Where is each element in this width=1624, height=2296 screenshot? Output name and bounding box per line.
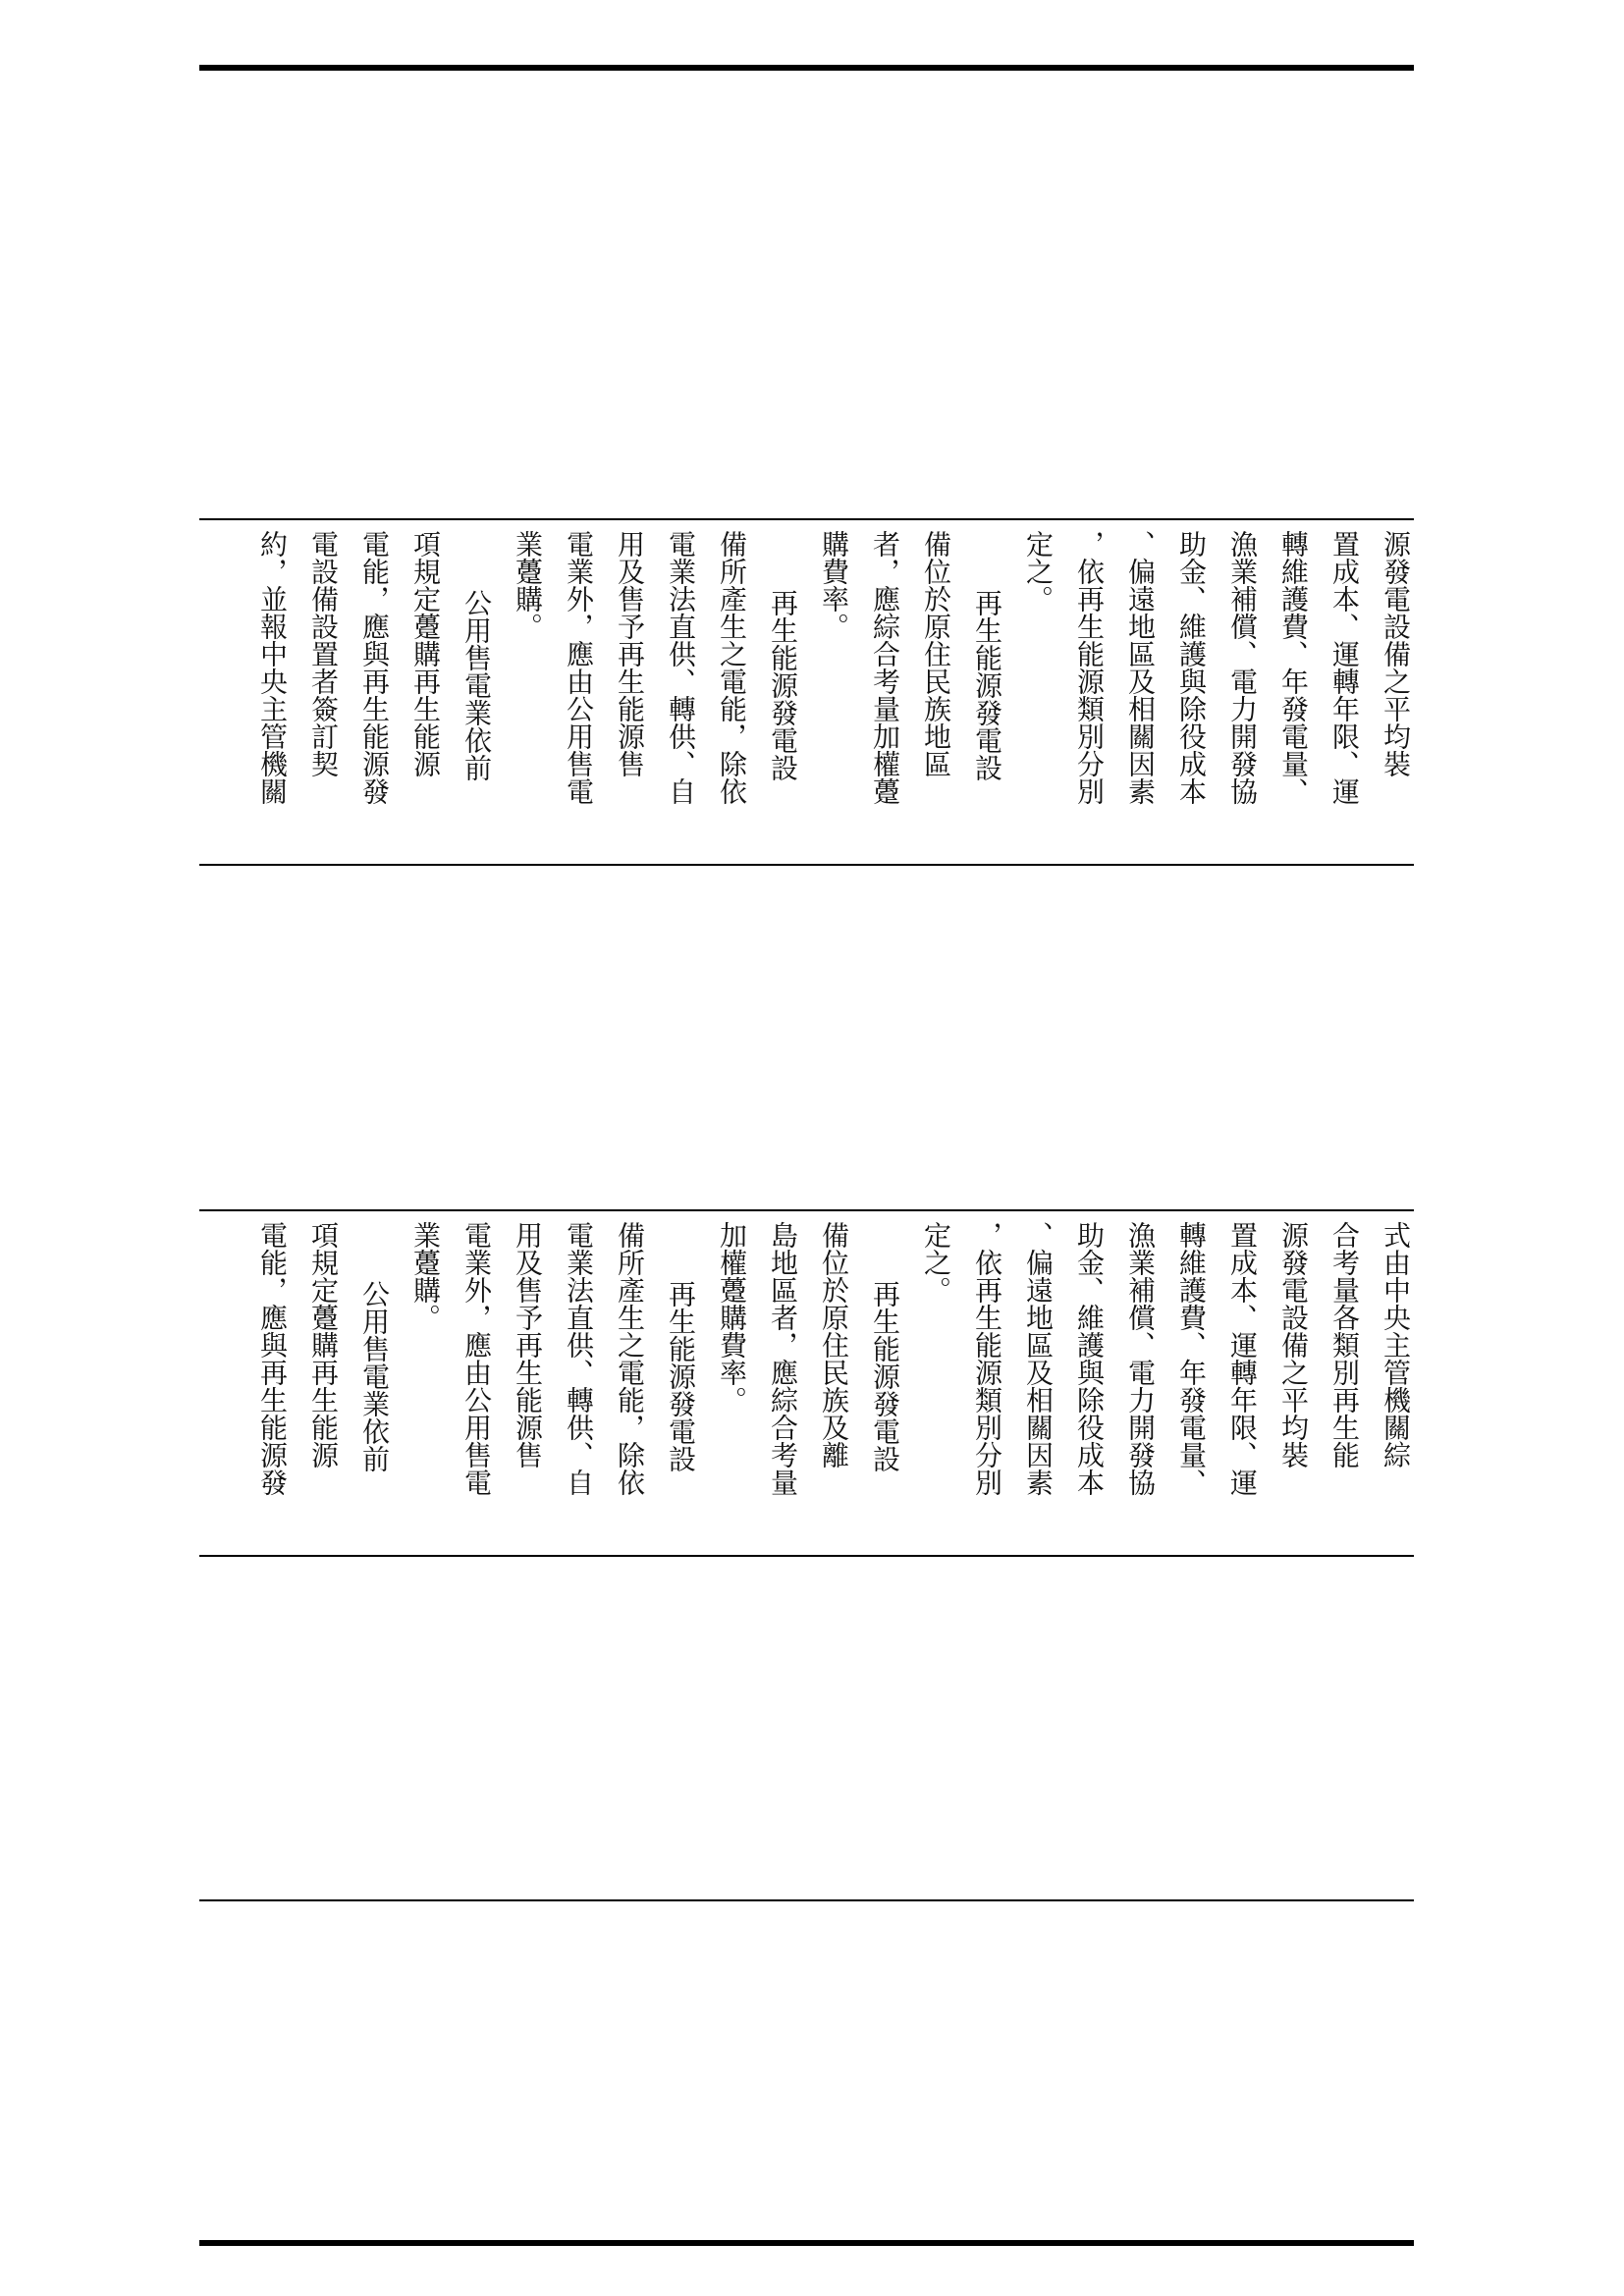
column-text: 再生能源發電設 xyxy=(767,589,799,781)
text-column xyxy=(236,530,287,805)
text-column xyxy=(848,530,899,805)
lower-section-bottom-rule xyxy=(199,1555,1414,1557)
text-column xyxy=(644,1221,695,1472)
lower-text-block xyxy=(199,1221,1414,1545)
text-column xyxy=(950,530,1001,781)
column-text: 者，應綜合考量加權躉 xyxy=(869,530,901,805)
column-text: 業躉購。 xyxy=(512,530,544,640)
column-text: 備所產生之電能，除依 xyxy=(716,530,748,805)
text-column xyxy=(695,530,746,805)
text-column xyxy=(542,1221,593,1496)
text-column xyxy=(440,530,491,781)
text-column xyxy=(1206,530,1257,805)
column-text: 漁業補償、電力開發協 xyxy=(1226,530,1259,805)
bottom-border-rule xyxy=(199,2240,1414,2246)
column-text: 合考量各類別再生能 xyxy=(1328,1221,1361,1468)
upper-section-bottom-rule xyxy=(199,864,1414,866)
text-column xyxy=(1359,530,1410,777)
column-text: 電能，應與再生能源發 xyxy=(256,1221,289,1496)
column-text: 項規定躉購再生能源 xyxy=(409,530,442,777)
text-column xyxy=(389,1221,440,1331)
column-text: 漁業補償、電力開發協 xyxy=(1124,1221,1157,1496)
column-text: 、偏遠地區及相關因素 xyxy=(1022,1221,1055,1496)
text-column xyxy=(389,530,440,777)
column-text: 轉維護費、年發電量、 xyxy=(1175,1221,1208,1496)
column-text: 助金、維護與除役成本 xyxy=(1175,530,1208,805)
column-text: 置成本、運轉年限、運 xyxy=(1328,530,1361,805)
column-text: 業躉購。 xyxy=(409,1221,442,1331)
text-column xyxy=(440,1221,491,1496)
text-column xyxy=(1053,1221,1104,1496)
text-column xyxy=(899,1221,950,1304)
column-text: 助金、維護與除役成本 xyxy=(1073,1221,1106,1496)
column-text: 公用售電業依前 xyxy=(460,589,493,781)
column-text: 購費率。 xyxy=(818,530,850,640)
text-column xyxy=(1257,1221,1308,1468)
column-text: 置成本、運轉年限、運 xyxy=(1226,1221,1259,1496)
lower-section-top-rule xyxy=(199,1209,1414,1211)
text-column xyxy=(1053,530,1104,805)
text-column xyxy=(1359,1221,1410,1468)
text-column xyxy=(695,1221,746,1414)
text-column xyxy=(746,1221,797,1496)
text-column xyxy=(1001,530,1053,613)
column-text: 電業法直供、轉供、自 xyxy=(665,530,697,805)
column-text: 電設備設置者簽訂契 xyxy=(307,530,340,777)
text-column xyxy=(1308,530,1359,805)
text-column xyxy=(491,530,542,640)
column-text: 再生能源發電設 xyxy=(971,589,1003,781)
text-column xyxy=(797,1221,848,1468)
column-text: 源發電設備之平均裝 xyxy=(1380,530,1412,777)
table-bottom-rule xyxy=(199,1899,1414,1901)
text-column xyxy=(236,1221,287,1496)
column-text: 用及售予再生能源售 xyxy=(512,1221,544,1468)
text-column xyxy=(287,530,338,777)
column-text: ，依再生能源類別分別 xyxy=(971,1221,1003,1496)
column-text: 定之。 xyxy=(920,1221,952,1304)
column-text: 電能，應與再生能源發 xyxy=(358,530,391,805)
top-border-rule xyxy=(199,65,1414,71)
column-text: 島地區者，應綜合考量 xyxy=(767,1221,799,1496)
column-text: 備位於原住民族地區 xyxy=(920,530,952,777)
text-column xyxy=(338,1221,389,1472)
column-text: 再生能源發電設 xyxy=(665,1280,697,1472)
text-column xyxy=(593,1221,644,1496)
column-text: 備所產生之電能，除依 xyxy=(614,1221,646,1496)
column-text: 電業法直供、轉供、自 xyxy=(563,1221,595,1496)
column-text: 源發電設備之平均裝 xyxy=(1277,1221,1310,1468)
text-column xyxy=(491,1221,542,1468)
text-column xyxy=(1155,530,1206,805)
column-text: 項規定躉購再生能源 xyxy=(307,1221,340,1468)
text-column xyxy=(1155,1221,1206,1496)
text-column xyxy=(1104,1221,1155,1496)
column-text: 再生能源發電設 xyxy=(869,1280,901,1472)
column-text: ，依再生能源類別分別 xyxy=(1073,530,1106,805)
upper-section-top-rule xyxy=(199,518,1414,520)
text-column xyxy=(1104,530,1155,805)
text-column xyxy=(1308,1221,1359,1468)
text-column xyxy=(899,530,950,777)
text-column xyxy=(593,530,644,777)
text-column xyxy=(746,530,797,781)
column-text: 用及售予再生能源售 xyxy=(614,530,646,777)
text-column xyxy=(1257,530,1308,805)
text-column xyxy=(644,530,695,805)
column-text: 公用售電業依前 xyxy=(358,1280,391,1472)
upper-text-block xyxy=(199,530,1414,854)
column-text: 定之。 xyxy=(1022,530,1055,613)
column-text: 電業外，應由公用售電 xyxy=(460,1221,493,1496)
text-column xyxy=(950,1221,1001,1496)
column-text: 加權躉購費率。 xyxy=(716,1221,748,1414)
column-text: 式由中央主管機關綜 xyxy=(1380,1221,1412,1468)
text-column xyxy=(797,530,848,640)
text-column xyxy=(338,530,389,805)
column-text: 備位於原住民族及離 xyxy=(818,1221,850,1468)
text-column xyxy=(287,1221,338,1468)
column-text: 電業外，應由公用售電 xyxy=(563,530,595,805)
text-column xyxy=(542,530,593,805)
text-column xyxy=(1206,1221,1257,1496)
column-text: 約，並報中央主管機關 xyxy=(256,530,289,805)
text-column xyxy=(848,1221,899,1472)
column-text: 轉維護費、年發電量、 xyxy=(1277,530,1310,805)
column-text: 、偏遠地區及相關因素 xyxy=(1124,530,1157,805)
text-column xyxy=(1001,1221,1053,1496)
